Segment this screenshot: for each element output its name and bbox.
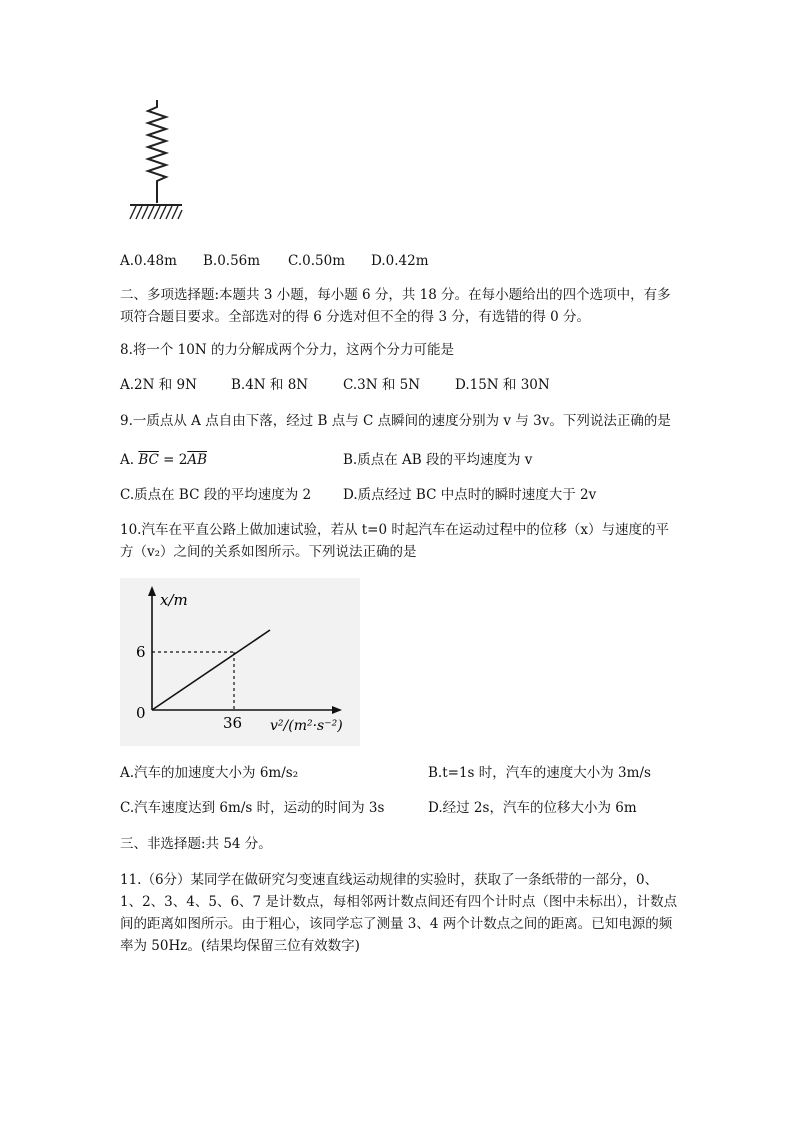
x-axis-label: v²/(m²·s⁻²) (270, 718, 343, 734)
q8-option-a: A.2N 和 9N (120, 377, 197, 393)
section-3-heading: 三、非选择题:共 54 分。 (120, 836, 272, 852)
q8-option-c: C.3N 和 5N (343, 377, 421, 393)
q10-graph (120, 578, 360, 746)
section-2-heading: 二、多项选择题:本题共 3 小题，每小题 6 分，共 18 分。在每小题给出的四个选项中，有多项符合题目要求。全部选对的得 6 分选对但不全的得 3 分，有选错的得 0 分。 (120, 287, 671, 325)
q9-option-b: B.质点在 AB 段的平均速度为 v (343, 452, 533, 468)
q9-option-c: C.质点在 BC 段的平均速度为 2 (120, 487, 312, 503)
q9-option-d: D.质点经过 BC 中点时的瞬时速度大于 2v (343, 487, 597, 503)
q8-stem: 8.将一个 10N 的力分解成两个分力，这两个分力可能是 (120, 342, 454, 358)
y-axis-arrow (148, 586, 156, 596)
q9-equals: = 2 (158, 452, 188, 468)
ground-hatch (130, 206, 182, 219)
spring-diagram (120, 95, 200, 225)
q9-stem: 9.一质点从 A 点自由下落，经过 B 点与 C 点瞬间的速度分别为 v 与 3v。下列说法正确的是 (120, 413, 671, 429)
q8-option-d: D.15N 和 30N (455, 377, 550, 393)
y-axis-label: x/m (160, 591, 188, 609)
q9-segment-bc: $\overline{BC}$ (138, 452, 159, 468)
data-line (152, 630, 270, 710)
q10-option-a: A.汽车的加速度大小为 6m/s₂ (120, 765, 299, 781)
q7-option-d: D.0.42m (371, 253, 429, 269)
q7-option-c: C.0.50m (288, 253, 345, 269)
q10-option-b: B.t=1s 时，汽车的速度大小为 3m/s (428, 765, 651, 781)
origin-label: 0 (136, 704, 146, 722)
y-tick-label: 6 (136, 643, 146, 661)
spring-figure (120, 95, 200, 225)
spring-coil (148, 100, 166, 203)
q11-stem: 11.（6分）某同学在做研究匀变速直线运动规律的实验时，获取了一条纸带的一部分，0、1、2、3、4、5、6、7 是计数点，每相邻两计数点间还有四个计时点（图中未标出），计数点间的距离如图所示。由于粗心，该同学忘了测量 3、4 两个计数点之间的距离。已知电源的频率为 50Hz。(结果均保留三位有效数字) (120, 872, 678, 954)
x-axis-arrow (332, 706, 342, 714)
q8-option-b: B.4N 和 8N (231, 377, 309, 393)
x-v2-graph (120, 578, 360, 746)
x-tick-label: 36 (223, 714, 243, 732)
q10-option-d: D.经过 2s，汽车的位移大小为 6m (428, 800, 637, 816)
q10-option-c: C.汽车速度达到 6m/s 时，运动的时间为 3s (120, 800, 385, 816)
q7-option-a: A.0.48m (120, 253, 177, 269)
q9-option-a (120, 449, 207, 471)
q7-option-b: B.0.56m (203, 253, 261, 269)
q9-segment-ab: $\overline{AB}$ (187, 452, 208, 468)
q9-option-a-prefix: A. (120, 452, 135, 468)
q10-stem: 10.汽车在平直公路上做加速试验，若从 t=0 时起汽车在运动过程中的位移（x）与速度的平方（v₂）之间的关系如图所示。下列说法正确的是 (120, 522, 669, 560)
